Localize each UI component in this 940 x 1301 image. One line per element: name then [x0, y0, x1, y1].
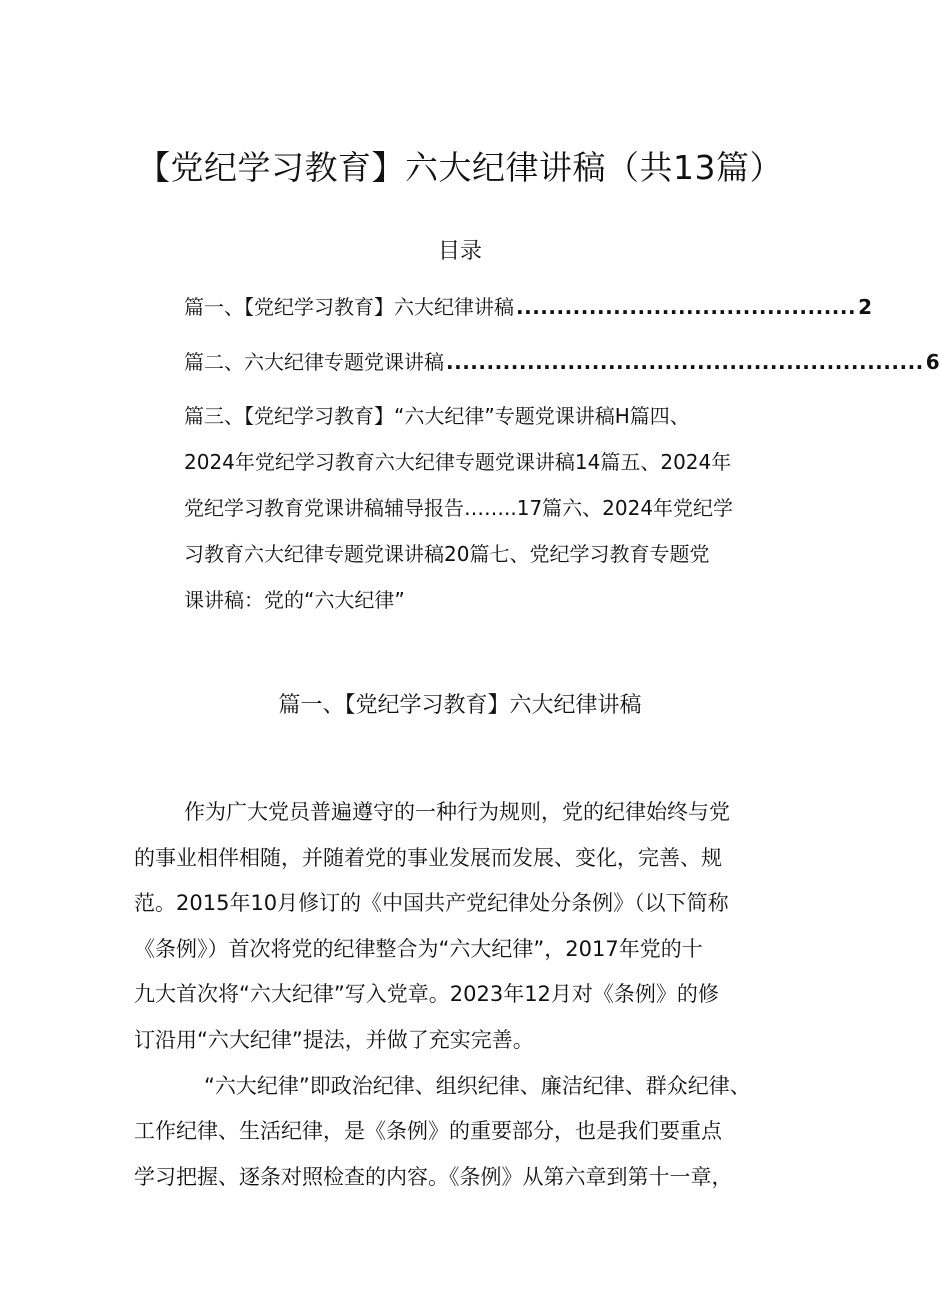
toc-entry[interactable] [184, 292, 873, 322]
body-text [134, 790, 794, 1200]
body-line: 学习把握、逐条对照检查的内容。《条例》从第六章到第十一章， [134, 1164, 733, 1189]
body-line: 订沿用“六大纪律”提法，并做了充实完善。 [134, 1027, 534, 1052]
toc-run-line: 课讲稿：党的“六大纪律” [184, 588, 405, 612]
toc-page-number: 2 [858, 295, 873, 319]
body-line: “六大纪律”即政治纪律、组织纪律、廉洁纪律、群众纪律、 [204, 1073, 751, 1098]
body-line: 的事业相伴相随，并随着党的事业发展而发展、变化，完善、规 [134, 845, 722, 870]
body-line: 作为广大党员普遍遵守的一种行为规则，党的纪律始终与党 [184, 800, 730, 824]
body-line: 《条例》）首次将党的纪律整合为“六大纪律”，2017年党的十 [134, 936, 703, 961]
body-line: 工作纪律、生活纪律，是《条例》的重要部分，也是我们要重点 [134, 1119, 722, 1144]
toc-run-line: 篇三、【党纪学习教育】“六大纪律”专题党课讲稿H篇四、 [184, 404, 690, 428]
toc-heading: 目录 [437, 239, 482, 264]
toc-entry-text: 篇二、六大纪律专题党课讲稿 [184, 350, 444, 374]
toc-run-line: 2024年党纪学习教育六大纪律专题党课讲稿14篇五、2024年 [184, 450, 732, 474]
section-heading: 篇一、【党纪学习教育】六大纪律讲稿 [278, 693, 642, 718]
toc-leader-dots: ........................................................... [446, 350, 924, 374]
toc-entry[interactable] [184, 347, 940, 377]
toc-run-on-block [184, 393, 788, 623]
document-title: 【党纪学习教育】六大纪律讲稿（共13篇） [137, 148, 783, 187]
body-line: 九大首次将“六大纪律”写入党章。2023年12月对《条例》的修 [134, 982, 719, 1007]
toc-page-number: 6 [925, 350, 940, 374]
toc-run-line: 党纪学习教育党课讲稿辅导报告……..17篇六、2024年党纪学 [184, 496, 734, 520]
body-line: 范。2015年10月修订的《中国共产党纪律处分条例》（以下简称 [134, 891, 729, 916]
toc-entry-text: 篇一、【党纪学习教育】六大纪律讲稿 [184, 295, 514, 319]
toc-leader-dots: .......................................... [516, 295, 857, 319]
toc-run-line: 习教育六大纪律专题党课讲稿20篇七、党纪学习教育专题党 [184, 542, 710, 566]
